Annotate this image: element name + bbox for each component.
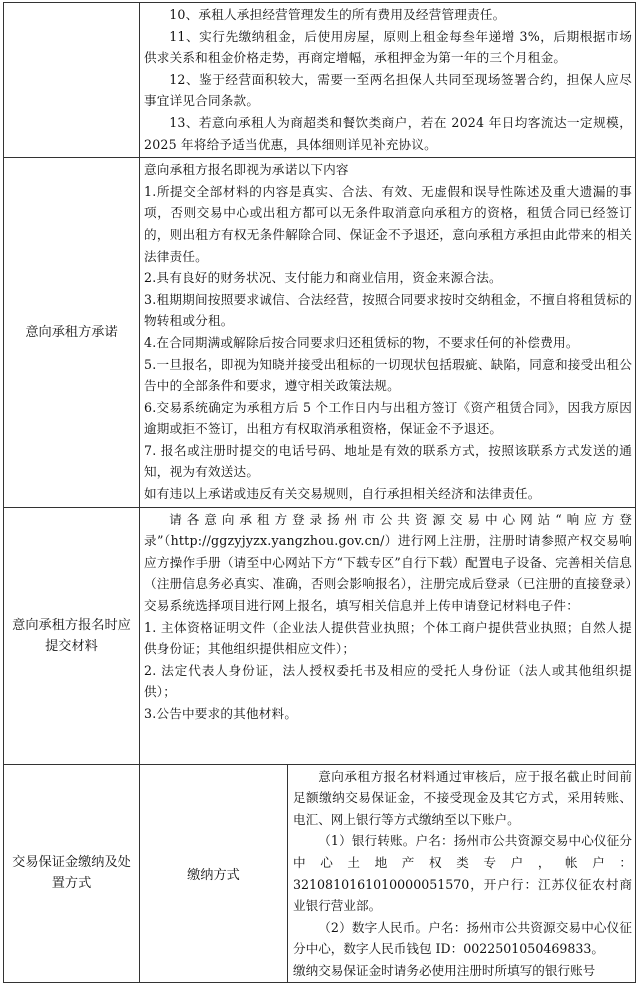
commitment-closing: 如有违以上承诺或违反有关交易规则，自行承担相关经济和法律责任。 — [144, 486, 541, 502]
commitment-item: 4.在合同期满或解除后按合同要求归还租赁标的物，不要求任何的补偿费用。 — [144, 334, 579, 350]
payment-note: 缴纳交易保证金时请务必使用注册时所填写的银行账号 — [293, 963, 596, 978]
commitment-intro: 意向承租方报名即视为承诺以下内容 — [144, 162, 349, 178]
materials-content — [140, 507, 636, 764]
deposit-row — [4, 764, 636, 982]
commitment-item: 5.一旦报名，即视为知晓并接受出租标的一切现状包括瑕疵、缺陷，同意和接受出租公告中的全部条件和要求，遵守相关政策法规。 — [144, 356, 633, 394]
materials-label: 意向承租方报名时应提交材料 — [4, 507, 140, 764]
materials-item: 3.公告中要求的其他材料。 — [144, 706, 298, 721]
deposit-label: 交易保证金缴纳及处置方式 — [4, 764, 140, 982]
payment-method-content — [288, 764, 636, 982]
materials-item: 2. 法定代表人身份证，法人授权委托书及相应的受托人身份证（法人或其他组织提供）； — [144, 662, 633, 700]
payment-method-label: 缴纳方式 — [140, 764, 288, 982]
announcement-table — [3, 2, 636, 983]
commitment-row — [4, 158, 636, 508]
commitment-label: 意向承租方承诺 — [4, 158, 140, 508]
commitment-item: 3.租期期间按照要求诚信、合法经营，按照合同要求按时交纳租金，不擅自将租赁标的物转租或分租。 — [144, 291, 633, 329]
commitment-item: 1.所提交全部材料的内容是真实、合法、有效、无虚假和误导性陈述及重大遗漏的事项，否则交易中心或出租方都可以无条件取消意向承租方的资格，租赁合同已经签订的，则出租方有权无条件解除合同、保证金不予退还，意向承租方承担由此带来的相关法律责任。 — [144, 183, 633, 264]
term-item: 11、实行先缴纳租金，后使用房屋，原则上租金每叁年递增 3%，后期根据市场供求关系和租金价格走势，再商定增幅，承租押金为第一年的三个月租金。 — [144, 28, 633, 66]
materials-item: 1. 主体资格证明文件（企业法人提供营业执照；个体工商户提供营业执照；自然人提供身份证；其他组织提供相应文件）； — [144, 619, 633, 657]
terms-row — [4, 3, 636, 158]
terms-label — [4, 3, 140, 158]
commitment-item: 2.具有良好的财务状况、支付能力和商业信用，资金来源合法。 — [144, 270, 502, 286]
document — [3, 2, 635, 978]
materials-intro: 请各意向承租方登录扬州市公共资源交易中心网站“响应方登录”（http://ggzyjyzx.yangzhou.gov.cn/）进行网上注册，注册时请参照产权交易响应方操作手册（请至中心网站下方“下载专区”自行下载）配置电子设备、完善相关信息（注册信息务必真实、准确，否则会影响报名），注册完成后登录（已注册的直接登录）交易系统选择项目进行网上报名，填写相关信息并上传申请登记材料电子件： — [144, 511, 633, 614]
term-item: 12、鉴于经营面积较大，需要一至两名担保人共同至现场签署合约，担保人应尽事宜详见合同条款。 — [144, 71, 633, 109]
commitment-item: 7. 报名或注册时提交的电话号码、地址是有效的联系方式，按照该联系方式发送的通知，视为有效送达。 — [144, 442, 633, 480]
payment-bank-transfer: （1）银行转账。户名：扬州市公共资源交易中心仪征分中心土地产权类专户，帐户：3210810161010000051570，开户行：江苏仪征农村商业银行营业部。 — [293, 833, 633, 914]
materials-row — [4, 507, 636, 764]
payment-digital-rmb: （2）数字人民币。户名：扬州市公共资源交易中心仪征分中心，数字人民币钱包 ID：0022501050469833。 — [293, 919, 633, 957]
term-item: 13、若意向承租人为商超类和餐饮类商户，若在 2024 年日均客流达一定规模，2025 年将给予适当优惠，具体细则详见补充协议。 — [144, 114, 633, 152]
commitment-content — [140, 158, 636, 508]
commitment-item: 6.交易系统确定为承租方后 5 个工作日内与出租方签订《资产租赁合同》，因我方原因逾期或拒不签订，出租方有权取消承租资格，保证金不予退还。 — [144, 399, 633, 437]
payment-intro: 意向承租方报名材料通过审核后，应于报名截止时间前足额缴纳交易保证金，不接受现金及其它方式，采用转账、电汇、网上银行等方式缴纳至以下账户。 — [293, 768, 633, 827]
term-item: 10、承租人承担经营管理发生的所有费用及经营管理责任。 — [169, 7, 506, 22]
terms-content — [140, 3, 636, 158]
